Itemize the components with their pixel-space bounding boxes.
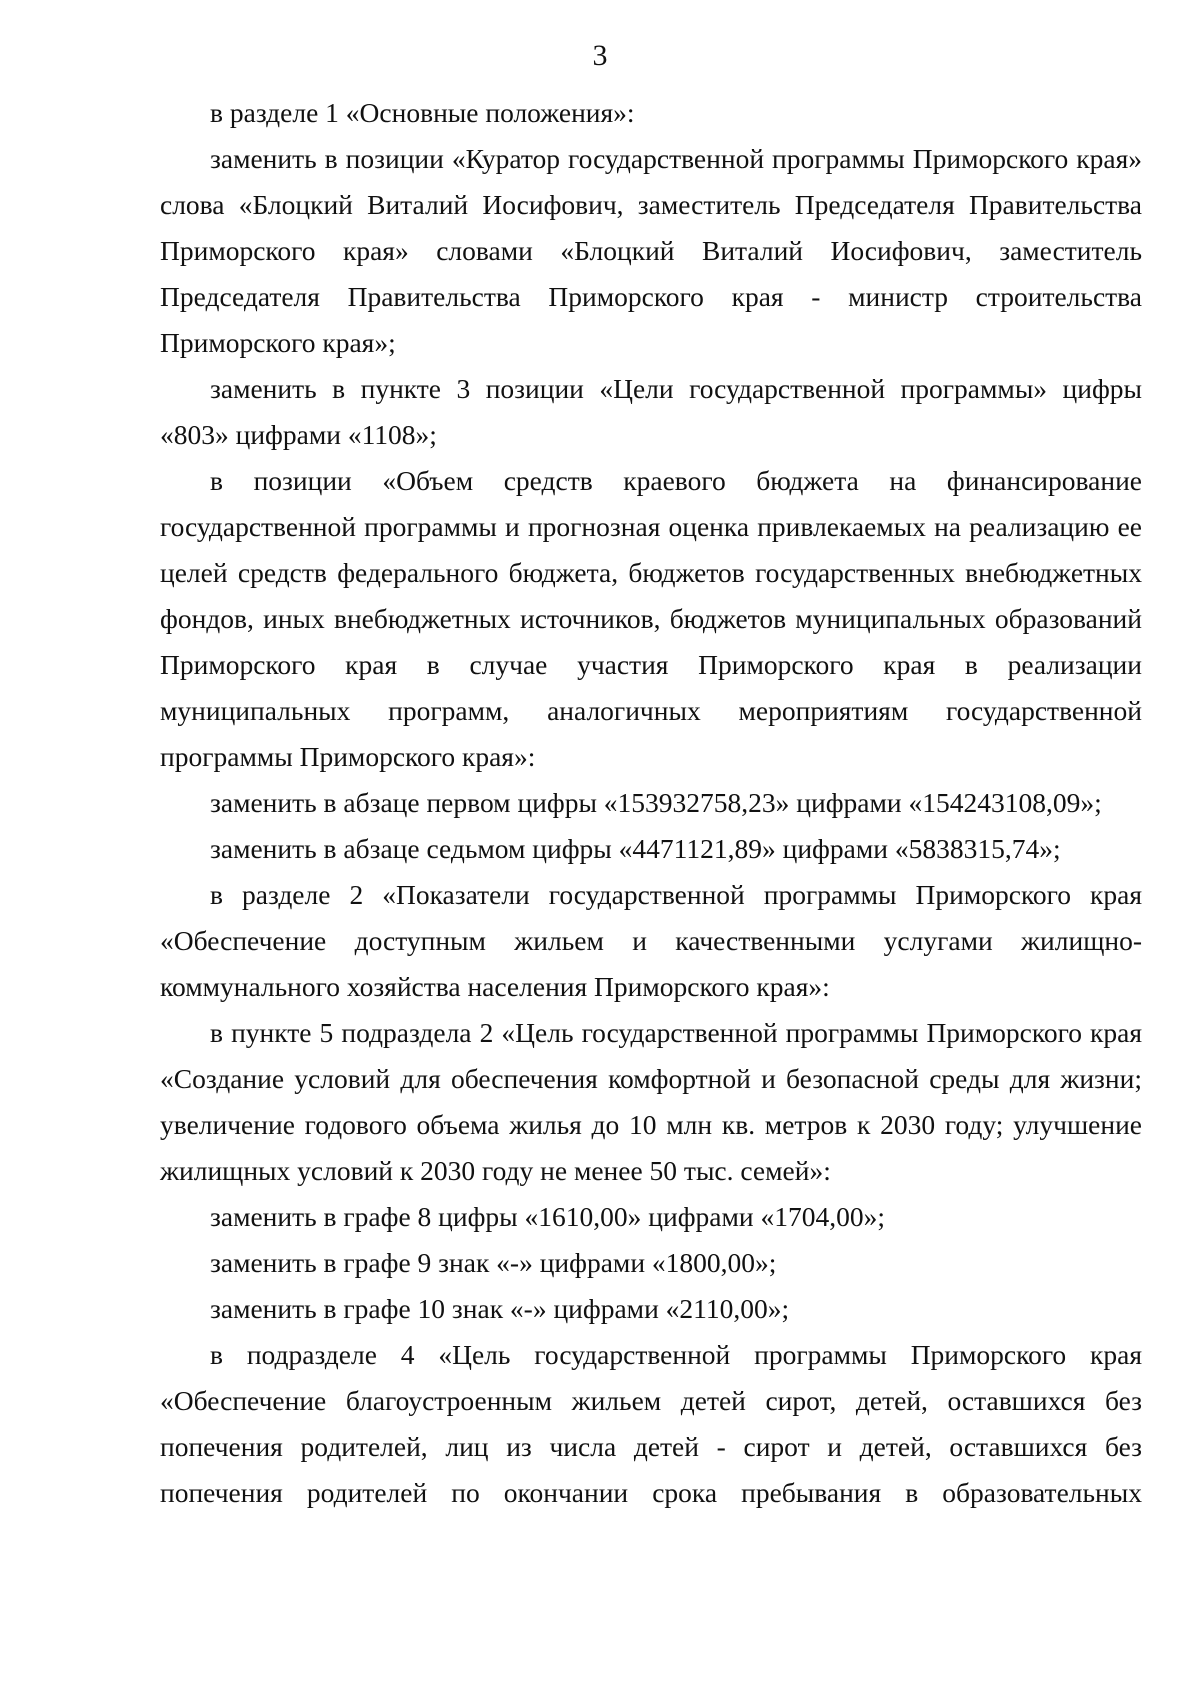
paragraph-subsection-4: в подразделе 4 «Цель государственной программы Приморского края «Обеспечение благоустроенным жильем детей сирот, детей, оставшихся без попечения родителей, лиц из числа детей - сирот и детей, оставшихся без попечения родителей по окончании срока пребывания в образовательных xyxy=(160,1339,1142,1508)
paragraph-column-9: заменить в графе 9 знак «-» цифрами «1800,00»; xyxy=(210,1247,777,1278)
paragraph-goals-item-3: заменить в пункте 3 позиции «Цели государственной программы» цифры «803» цифрами «1108»; xyxy=(160,373,1142,450)
paragraph-section-2-heading: в разделе 2 «Показатели государственной программы Приморского края «Обеспечение доступным жильем и качественными услугами жилищно-коммунального хозяйства населения Приморского края»: xyxy=(160,879,1142,1002)
paragraph-first-abzats: заменить в абзаце первом цифры «153932758,23» цифрами «154243108,09»; xyxy=(210,787,1102,818)
paragraph-column-8: заменить в графе 8 цифры «1610,00» цифрами «1704,00»; xyxy=(210,1201,885,1232)
page-number: 3 xyxy=(592,39,608,72)
paragraph-seventh-abzats: заменить в абзаце седьмом цифры «4471121,89» цифрами «5838315,74»; xyxy=(210,833,1061,864)
paragraph-curator-replacement: заменить в позиции «Куратор государственной программы Приморского края» слова «Блоцкий Виталий Иосифович, заместитель Председателя Правительства Приморского края» словами «Блоцкий Виталий Иосифович, заместитель Председателя Правительства Приморского края - министр строительства Приморского края»; xyxy=(160,143,1142,358)
document-body xyxy=(160,90,1142,1516)
paragraph-item-5-subsection-2: в пункте 5 подраздела 2 «Цель государственной программы Приморского края «Создание условий для обеспечения комфортной и безопасной среды для жизни; увеличение годового объема жилья до 10 млн кв. метров к 2030 году; улучшение жилищных условий к 2030 году не менее 50 тыс. семей»: xyxy=(160,1017,1142,1186)
paragraph-column-10: заменить в графе 10 знак «-» цифрами «2110,00»; xyxy=(210,1293,790,1324)
paragraph-section-1-heading: в разделе 1 «Основные положения»: xyxy=(210,97,635,128)
paragraph-budget-position: в позиции «Объем средств краевого бюджета на финансирование государственной программы и прогнозная оценка привлекаемых на реализацию ее целей средств федерального бюджета, бюджетов государственных внебюджетных фондов, иных внебюджетных источников, бюджетов муниципальных образований Приморского края в случае участия Приморского края в реализации муниципальных программ, аналогичных мероприятиям государственной программы Приморского края»: xyxy=(160,465,1142,772)
